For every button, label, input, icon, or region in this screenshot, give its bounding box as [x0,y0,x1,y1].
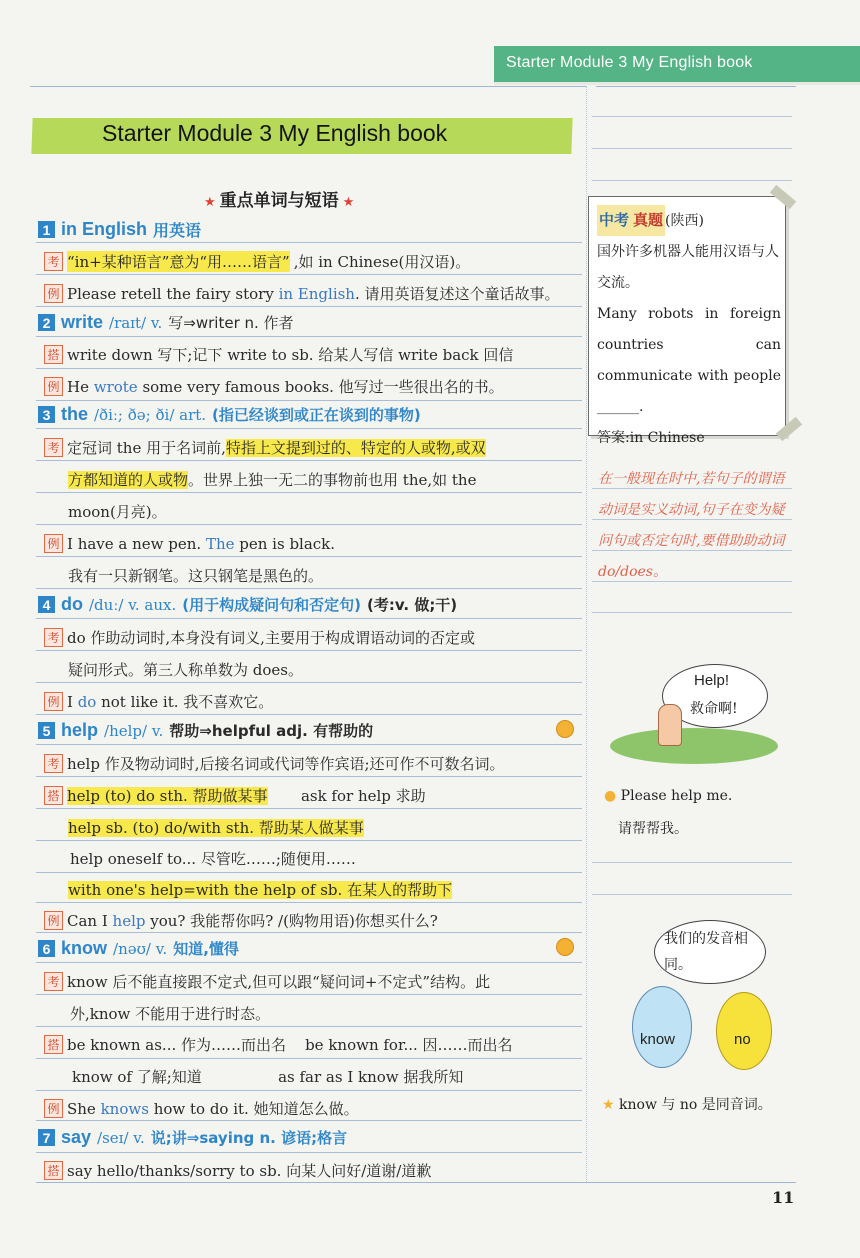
tag-icon: 搭 [44,786,63,805]
entry-line: moon(月亮)。 [68,503,167,521]
section-title-text: 重点单词与短语 [219,191,339,211]
highlight-text: “in+某种语言”意为“用……语言” [67,253,290,271]
entry-heading [38,312,294,333]
module-header-tab [494,46,860,85]
top-rule-side [596,86,796,87]
entry-line: 疑问形式。第三人称单数为 does。 [68,661,303,679]
exam-region: (陕西) [665,213,704,229]
tag-icon: 考 [44,628,63,647]
line-text: write down 写下;记下 write to sb. 给某人写信 write back 回信 [67,346,514,364]
entry-definition: (用于构成疑问句和否定句) [182,596,361,614]
grass-illustration [610,728,778,764]
column-divider [586,86,587,1182]
page-title: Starter Module 3 My English book [102,120,448,146]
entry-number: 7 [38,1129,55,1146]
exam-answer: 答案:in Chinese [597,430,705,446]
entry-line: know of 了解;知道 as far as I know 据我所知 [72,1068,464,1086]
entry-phonetic: /raɪt/ v. [109,313,163,332]
tag-icon: 考 [44,754,63,773]
entry-word: help [61,720,99,740]
exam-question-cn: 国外许多机器人能用汉语与人交流。 [597,244,779,291]
entry-line: 搭 help (to) do sth. 帮助做某事 ask for help 求助 [44,785,426,806]
entry-line [44,1160,431,1181]
entry-phonetic: /duː/ v. aux. [89,595,177,614]
hand-illustration [658,704,682,746]
know-bubble-text: 我们的发音相同。 [664,931,748,973]
entry-heading [38,720,373,741]
entry-line: 我有一只新钢笔。这只钢笔是黑色的。 [68,567,324,585]
entry-word: in English [61,219,148,239]
star-icon: ★ [204,195,216,210]
tag-icon: 例 [44,1099,63,1118]
help-caption-cn: 请帮帮我。 [618,821,688,837]
entry-line [44,251,470,272]
entry-line [44,627,475,648]
entry-phonetic: /ðiː; ðə; ði/ art. [94,405,207,424]
tag-icon: 例 [44,534,63,553]
top-rule [30,86,586,87]
entry-heading [38,404,421,425]
tag-icon: 搭 [44,345,63,364]
entry-number: 2 [38,314,55,331]
entry-phonetic: /help/ v. [104,721,164,740]
entry-example: 例 She knows how to do it. 她知道怎么做。 [44,1098,359,1119]
entry-phonetic: /nəʊ/ v. [113,939,168,958]
grammar-note: 在一般现在时中,若句子的谓语动词是实义动词,句子在变为疑问句或否定句时,要借助助动词 do/does。 [598,471,785,580]
tag-icon: 例 [44,377,63,396]
entry-word: say [61,1127,92,1147]
tag-icon: 考 [44,438,63,457]
entry-example: 例 I do not like it. 我不喜欢它。 [44,691,273,712]
help-caption-en: ● Please help me. [604,788,733,804]
entry-number: 1 [38,221,55,238]
entry-number: 5 [38,722,55,739]
entry-line [44,971,490,992]
entry-definition: (指已经谈到或正在谈到的事物) [212,406,421,424]
entry-word: the [61,404,88,424]
tag-icon: 例 [44,284,63,303]
tag-icon: 考 [44,972,63,991]
exam-tag-b: 真题 [631,205,665,236]
entry-definition: 用英语 [153,223,202,240]
entry-word: do [61,594,83,614]
entry-line: help oneself to... 尽管吃……;随便用…… [70,850,356,868]
no-label: no [734,1031,751,1048]
help-bubble-text-cn: 救命啊! [690,701,738,717]
entry-definition-extra: (考:v. 做;干) [366,596,458,614]
line-text: know 后不能直接跟不定式,但可以跟“疑问词+不定式”结构。此 [67,973,491,991]
entry-heading [38,594,457,615]
entry-line: with one's help=with the help of sb. 在某人的帮助下 [68,881,453,899]
entry-definition: 写⇒writer n. 作者 [168,314,294,332]
entry-definition: 说;讲⇒saying n. 谚语;格言 [150,1129,348,1147]
entry-word: write [61,312,104,332]
line-text: say hello/thanks/sorry to sb. 向某人问好/道谢/道歉 [67,1162,432,1180]
entry-example: 例 Please retell the fairy story in English. 请用英语复述这个童话故事。 [44,283,560,304]
entry-definition: 知道,懂得 [173,940,239,958]
know-label: know [640,1031,676,1048]
module-header-label: Starter Module 3 My English book [506,54,753,71]
entry-line [44,753,505,774]
entry-line: 外,know 不能用于进行时态。 [70,1005,271,1023]
tag-icon: 搭 [44,1035,63,1054]
star-icon: ★ [342,195,355,210]
entry-line [44,344,513,365]
entry-number: 3 [38,406,55,423]
speaker-icon [556,720,574,738]
exam-tag-a: 中考 [597,205,631,236]
know-caption: ★ know 与 no 是同音词。 [602,1097,772,1113]
entry-example: 例 I have a new pen. The pen is black. [44,534,335,553]
line-text: be known as... 作为……而出名 be known for... 因……而出名 [67,1036,513,1054]
entry-heading [38,938,239,959]
line-text: do 作助动词时,本身没有词义,主要用于构成谓语动词的否定或 [67,629,475,647]
tag-icon: 例 [44,692,63,711]
help-bubble-text: Help! [694,672,730,689]
entry-number: 6 [38,940,55,957]
entry-heading [38,218,201,241]
entry-line: help sb. (to) do/with sth. 帮助某人做某事 [68,819,364,837]
entry-line: 考 定冠词 the 用于名词前,特指上文提到过的、特定的人或物,或双 [44,437,486,458]
entry-line: 方都知道的人或物。世界上独一无二的事物前也用 the,如 the [68,471,477,489]
entry-heading [38,1127,347,1148]
entry-definition: 帮助⇒helpful adj. 有帮助的 [169,722,374,740]
entry-example: 例 He wrote some very famous books. 他写过一些很出名的书。 [44,376,504,397]
entry-word: know [61,938,108,958]
tag-icon: 例 [44,911,63,930]
speaker-icon [556,938,574,956]
entry-example: 例 Can I help you? 我能帮你吗? /(购物用语)你想买什么? [44,910,438,931]
entry-line [44,1034,513,1055]
tag-icon: 搭 [44,1161,63,1180]
entry-phonetic: /seɪ/ v. [97,1128,145,1147]
section-title [200,186,358,211]
bottom-rule [36,1182,796,1183]
line-text: ,如 in Chinese(用汉语)。 [293,253,471,271]
line-text: help 作及物动词时,后接名词或代词等作宾语;还可作不可数名词。 [67,755,505,773]
exam-question-en: Many robots in foreign countries can communicate with people ______. [597,306,781,415]
know-character [632,986,692,1068]
page-number: 11 [772,1188,795,1207]
tag-icon: 考 [44,252,63,271]
exam-question-box [588,196,786,446]
entry-number: 4 [38,596,55,613]
